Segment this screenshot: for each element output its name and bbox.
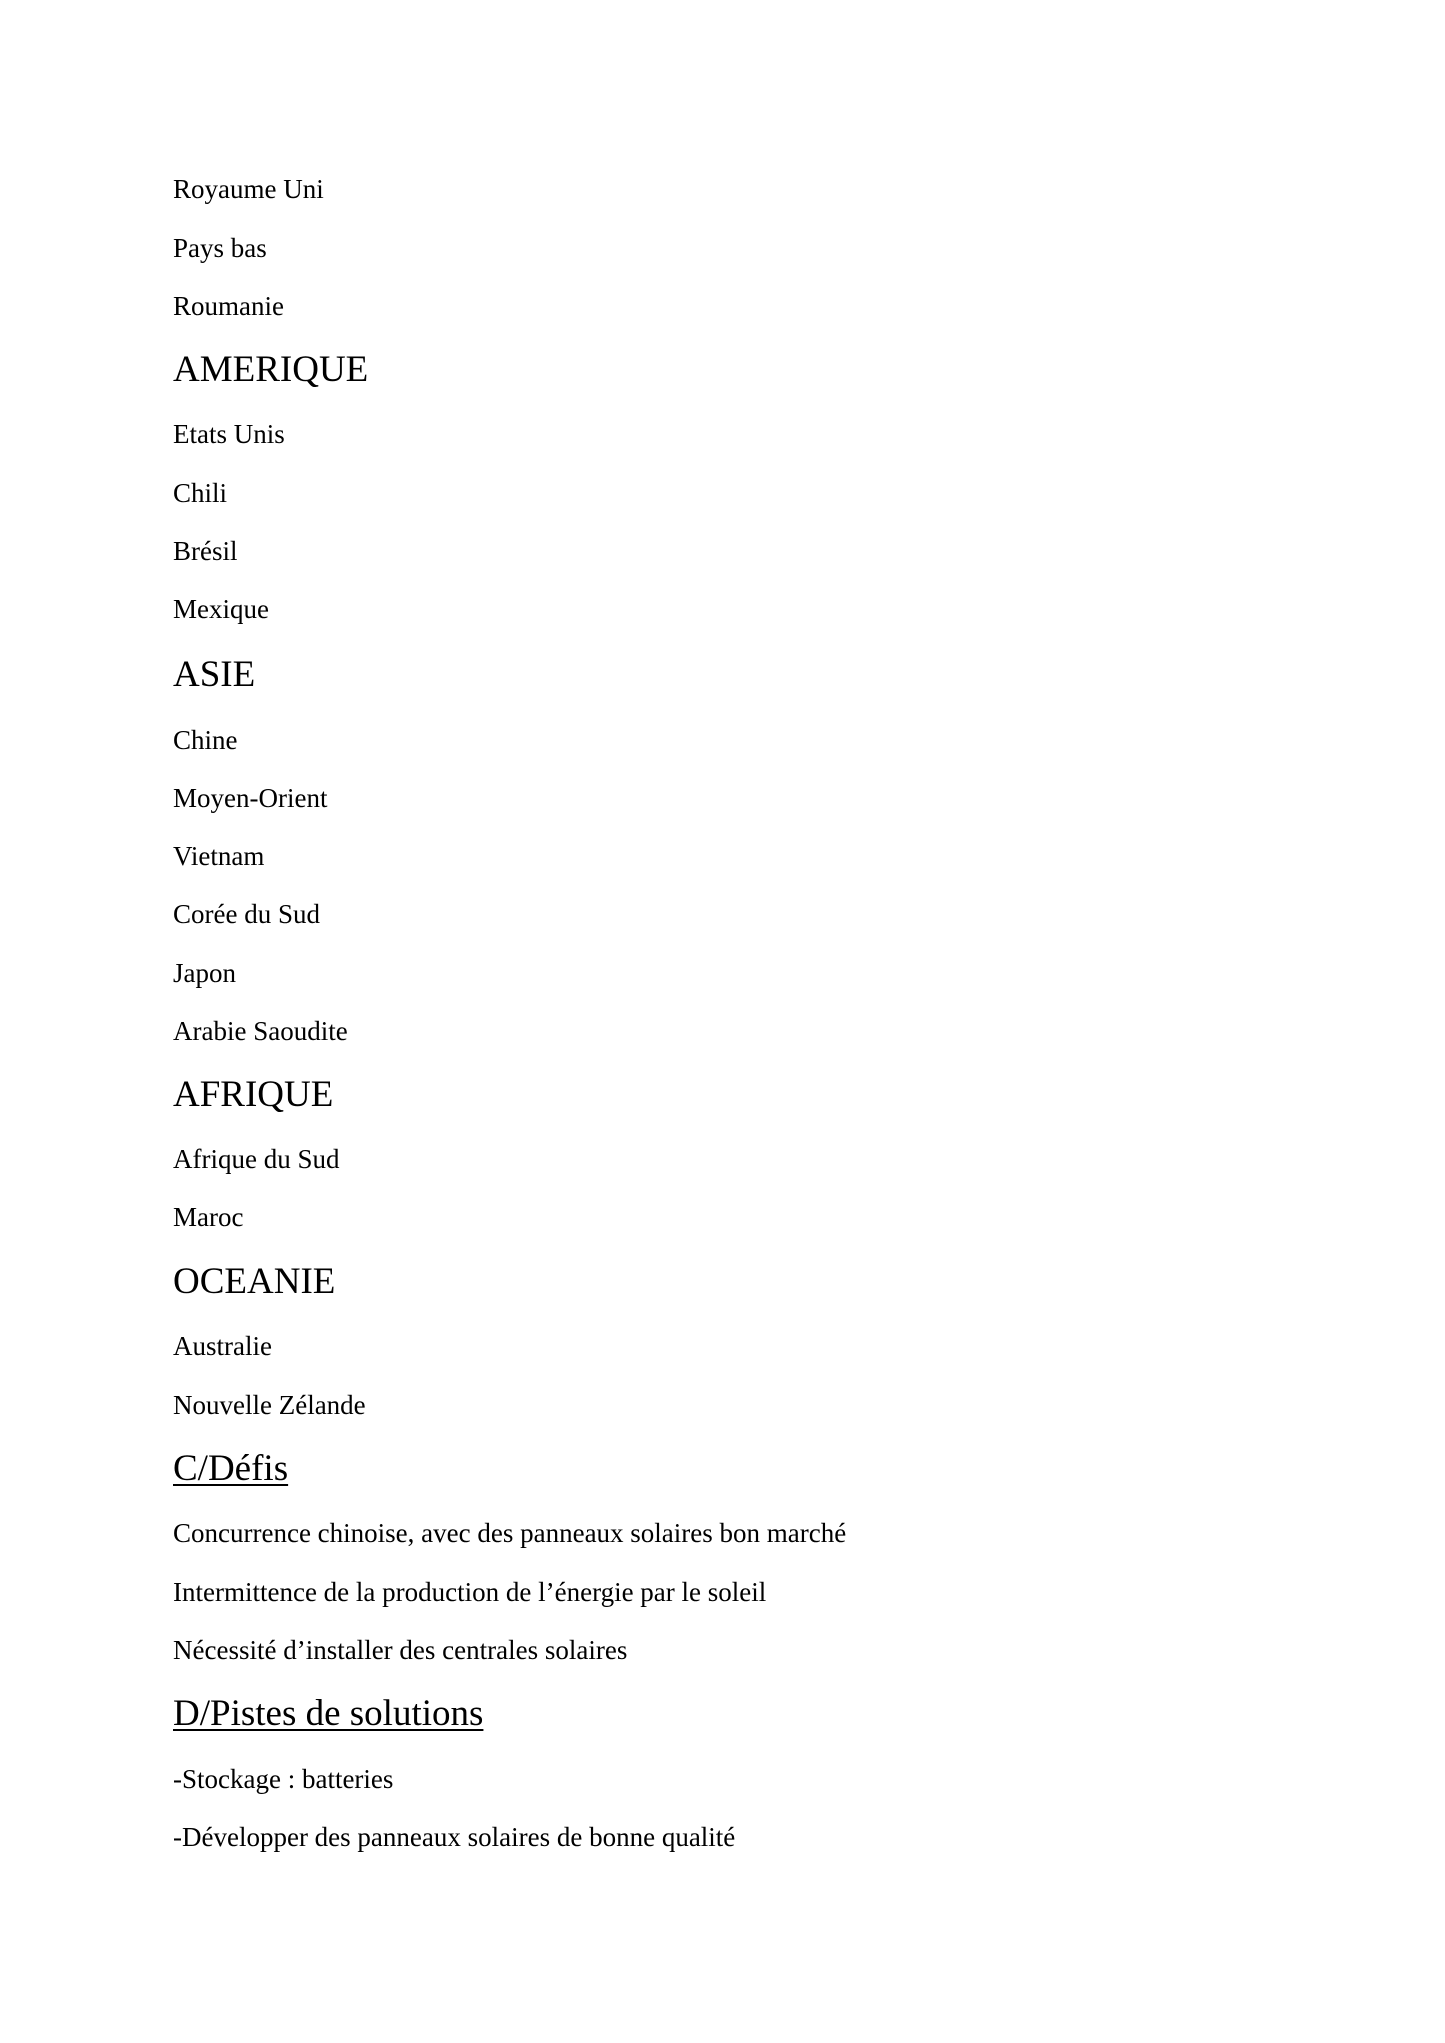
challenge-item: Concurrence chinoise, avec des panneaux solaires bon marché <box>173 1518 847 1548</box>
country-item: Maroc <box>173 1202 244 1232</box>
country-item: Japon <box>173 958 236 988</box>
country-item: Chine <box>173 725 238 755</box>
document-page <box>173 0 1373 2043</box>
country-item: Australie <box>173 1331 272 1361</box>
country-item: Mexique <box>173 594 269 624</box>
country-item: Chili <box>173 478 228 508</box>
challenge-item: Nécessité d’installer des centrales solaires <box>173 1635 628 1665</box>
country-item: Nouvelle Zélande <box>173 1390 366 1420</box>
country-item: Corée du Sud <box>173 899 320 929</box>
country-item: Vietnam <box>173 841 265 871</box>
country-item: Arabie Saoudite <box>173 1016 348 1046</box>
country-item: Royaume Uni <box>173 174 324 204</box>
country-item: Moyen-Orient <box>173 783 328 813</box>
section-heading-amerique: AMERIQUE <box>173 349 369 390</box>
country-item: Afrique du Sud <box>173 1144 340 1174</box>
country-item: Brésil <box>173 536 238 566</box>
challenge-item: Intermittence de la production de l’énergie par le soleil <box>173 1577 767 1607</box>
solution-item: -Stockage : batteries <box>173 1764 394 1794</box>
section-heading-afrique: AFRIQUE <box>173 1074 334 1115</box>
country-item: Roumanie <box>173 291 284 321</box>
country-item: Pays bas <box>173 233 267 263</box>
country-item: Etats Unis <box>173 419 285 449</box>
solution-item: -Développer des panneaux solaires de bonne qualité <box>173 1822 736 1852</box>
section-heading-oceanie: OCEANIE <box>173 1261 336 1302</box>
section-heading-asie: ASIE <box>173 654 256 695</box>
section-heading-solutions: D/Pistes de solutions <box>173 1693 484 1734</box>
section-heading-defis: C/Défis <box>173 1448 289 1489</box>
